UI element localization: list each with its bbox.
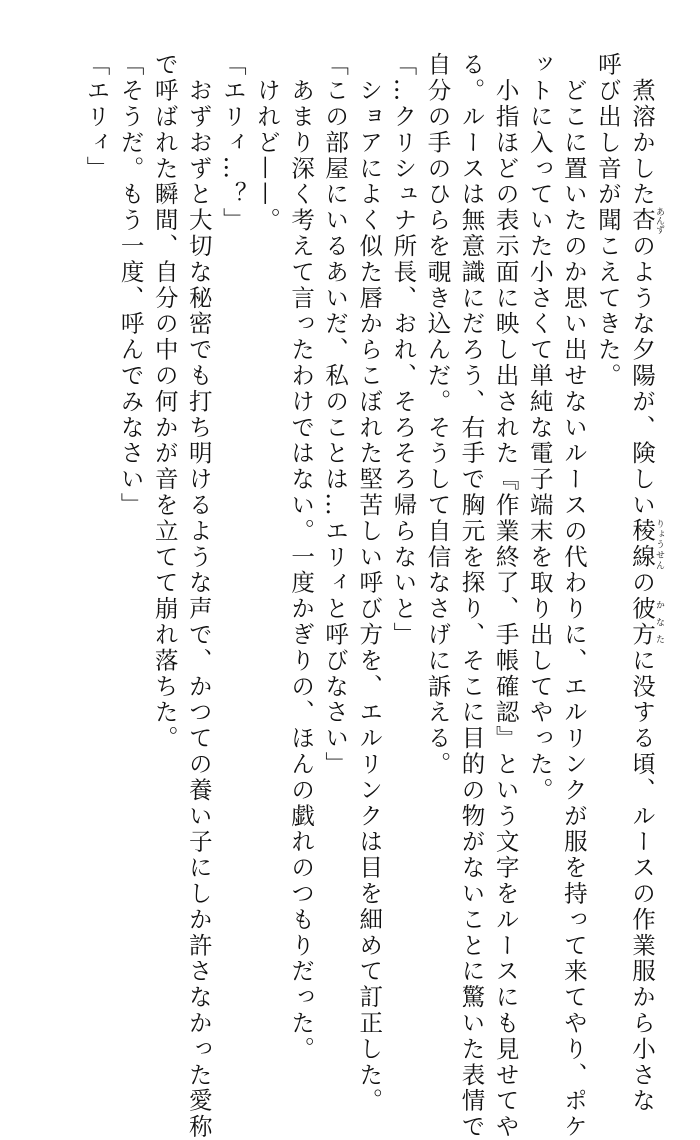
text-line-5: 小指ほどの表示面に映し出された『作業終了、手帳確認』という文字をルースにも見せてや [491, 52, 520, 1140]
text-line-7: 自分の手のひらを覗き込んだ。そうして自信なさげに訴える。 [423, 52, 452, 778]
ruby-kanata: 彼方かなた [628, 595, 664, 648]
text-line-3: どこに置いたのか思い出せないルースの代わりに、エルリンクが服を持って来てやり、ポケ [559, 52, 588, 1140]
text-line-16: 「そうだ。もう一度、呼んでみなさい」 [116, 52, 145, 519]
text-line-11: あまり深く考えて言ったわけではない。一度かぎりの、ほんの戯れのつもりだった。 [287, 52, 316, 1063]
ruby-ryousen: 稜線りょうせん [628, 518, 664, 571]
text-line-1: 煮溶かした杏あんずのような夕陽が、険しい稜線りょうせんの彼方かなたに没する頃、ルースの作業服から小さな [628, 52, 664, 1114]
text-line-13: 「エリィ…？」 [218, 52, 247, 234]
text-line-12: けれど——。 [252, 52, 281, 234]
text-line-2: 呼び出し音が聞こえてきた。 [593, 52, 622, 389]
text-line-10: 「この部屋にいるあいだ、私のことは…エリィと呼びなさい」 [321, 52, 350, 778]
vertical-text-body [79, 52, 664, 1140]
text-line-8: 「…クリシュナ所長、おれ、そろそろ帰らないと」 [389, 52, 418, 648]
text-line-15: で呼ばれた瞬間、自分の中の何かが音を立てて崩れ落ちた。 [150, 52, 179, 752]
text-line-6: る。ルースは無意識にだろう、右手で胸元を探り、そこに目的の物がないことに驚いた表情で [457, 52, 486, 1140]
ruby-anzu: 杏あんず [628, 206, 664, 234]
text-line-14: おずおずと大切な秘密でも打ち明けるような声で、かつての養い子にしか許さなかった愛称 [184, 52, 213, 1140]
text-line-17: 「エリィ」 [82, 52, 111, 182]
text-line-9: ショアによく似た唇からこぼれた堅苦しい呼び方を、エルリンクは目を細めて訂正した。 [355, 52, 384, 1114]
text-line-4: ットに入っていた小さくて単純な電子端末を取り出してやった。 [525, 52, 554, 804]
